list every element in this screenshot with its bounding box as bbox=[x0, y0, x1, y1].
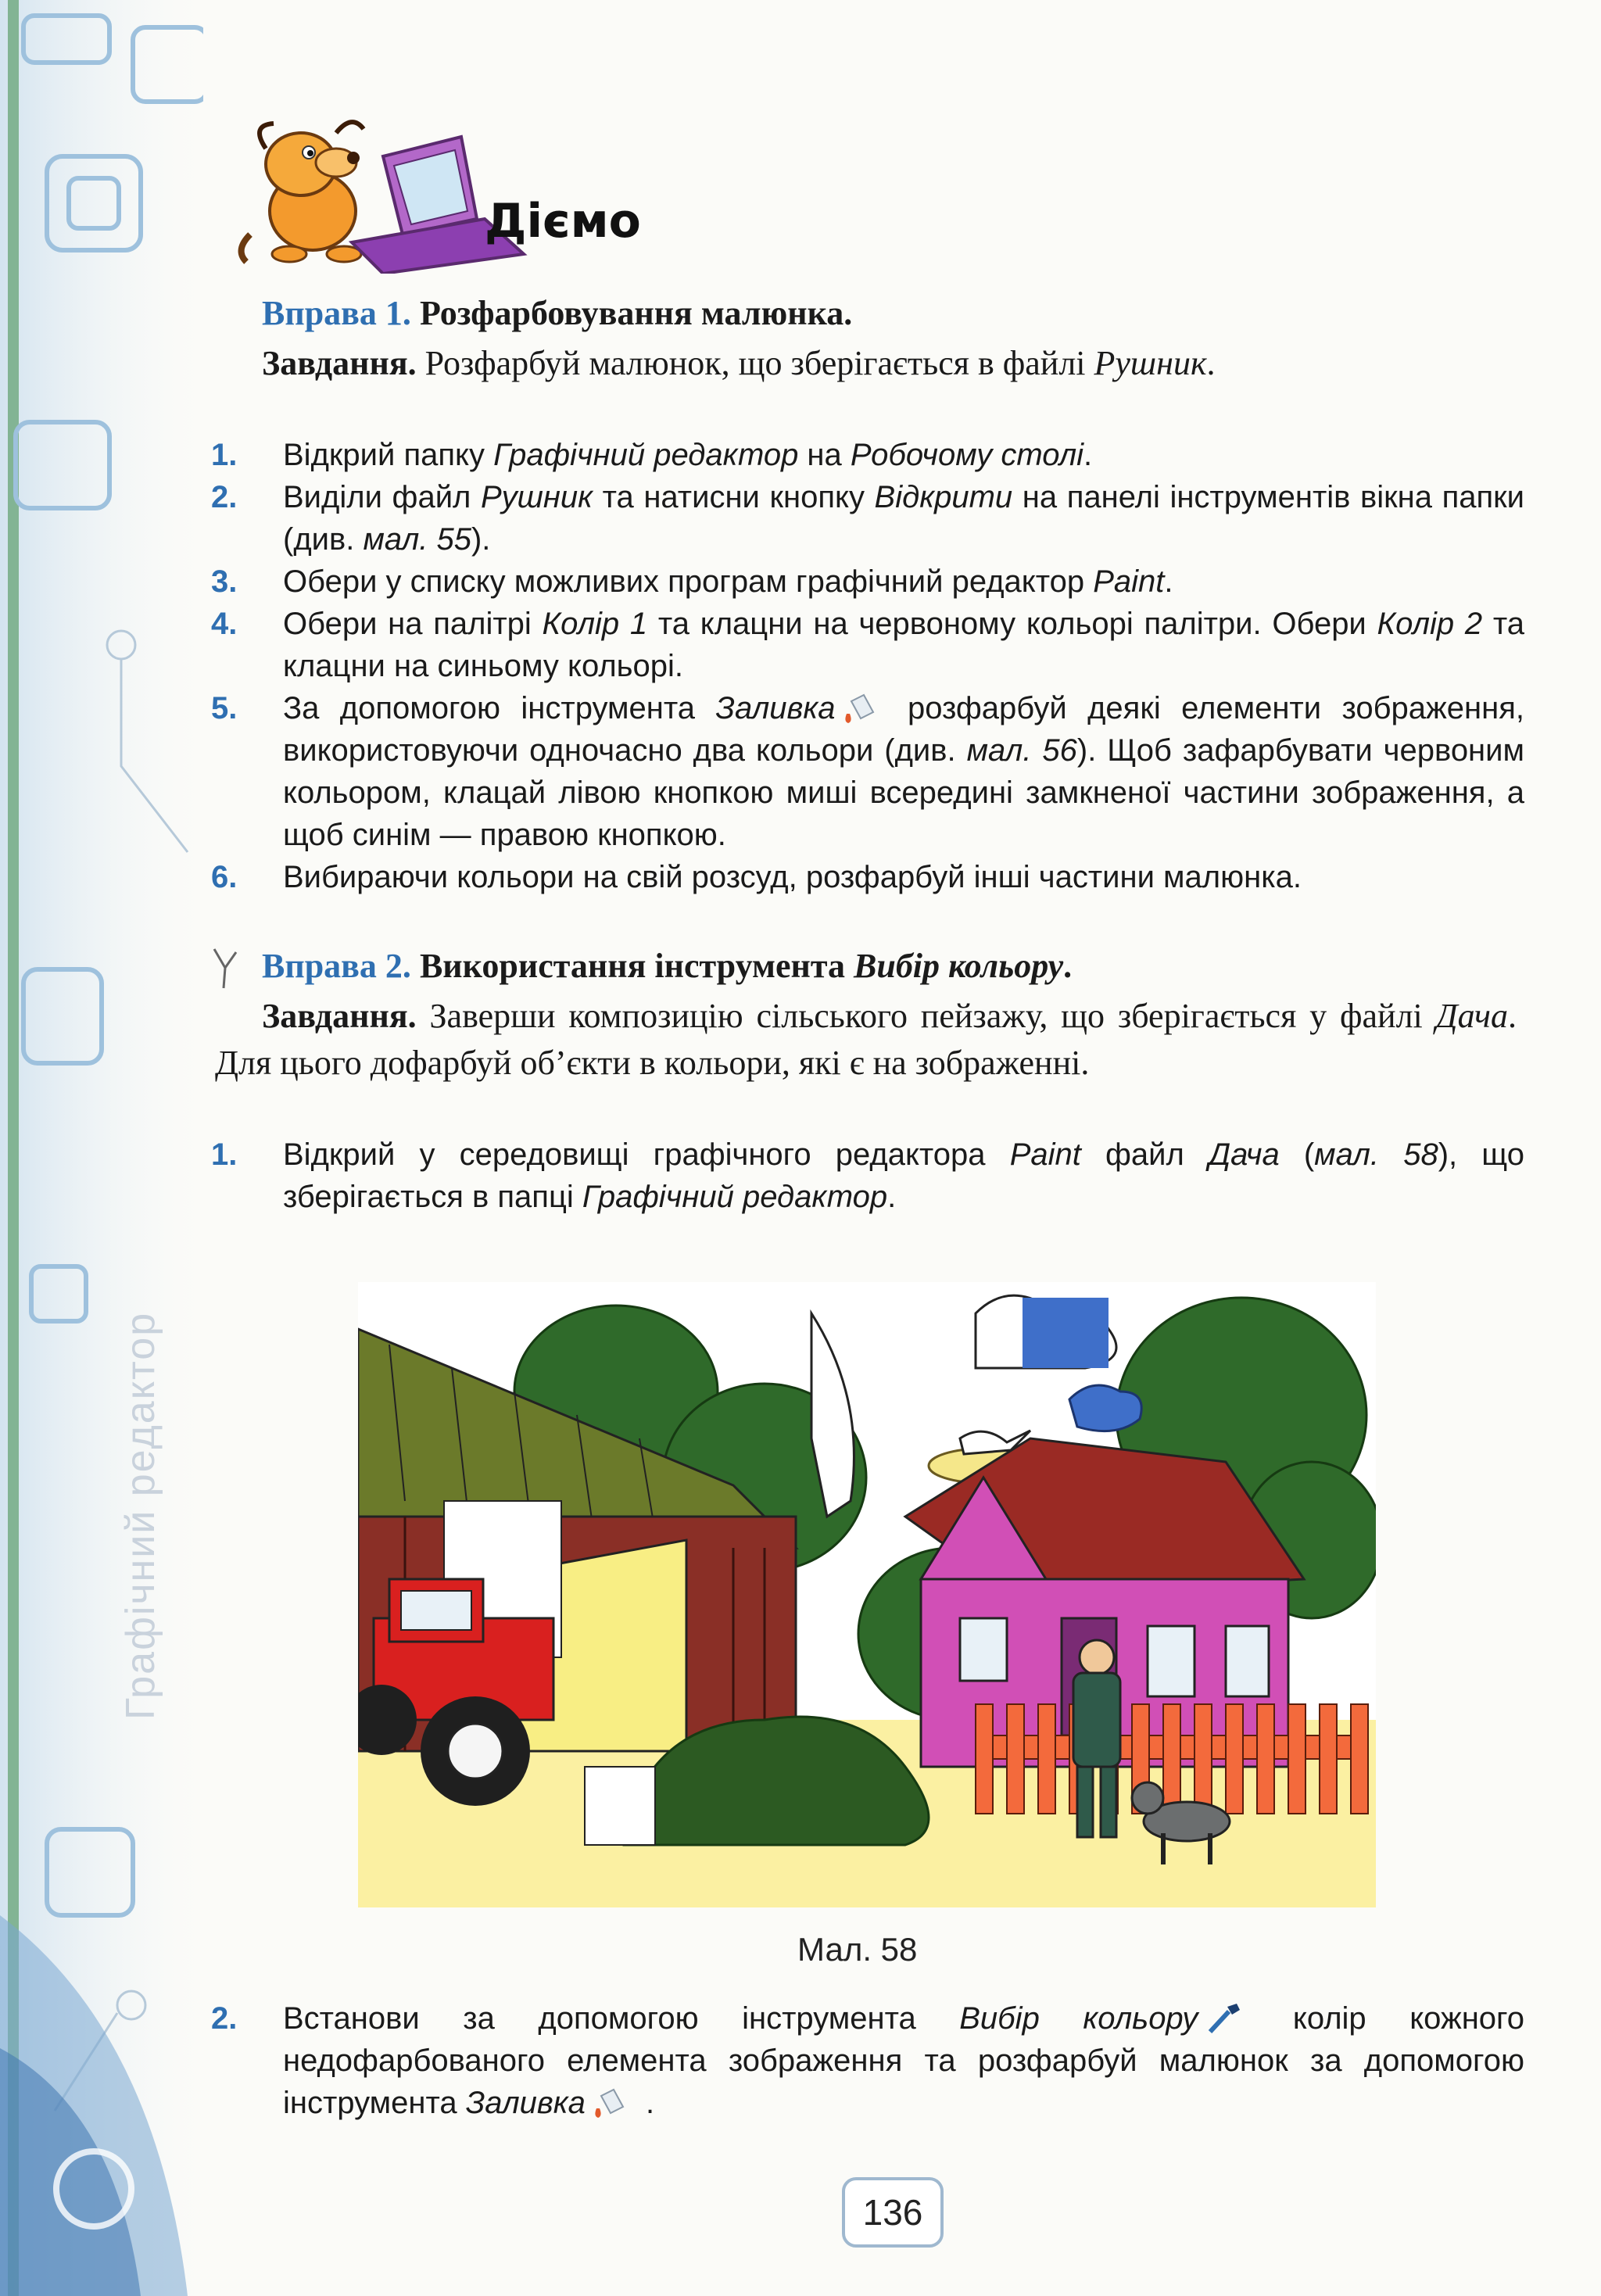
task-file-name: Рушник bbox=[1094, 344, 1207, 382]
page-number: 136 bbox=[842, 2177, 944, 2248]
task-lead: Завдання. bbox=[262, 344, 417, 382]
step-number: 1. bbox=[211, 438, 238, 472]
step-number: 5. bbox=[211, 691, 238, 725]
task-lead: Завдання. bbox=[262, 997, 417, 1035]
fill-bucket-icon bbox=[590, 2085, 632, 2121]
color-picker-icon bbox=[1202, 2000, 1245, 2036]
fill-bucket-icon bbox=[840, 690, 883, 726]
exercise-2-tool: Вибір кольору bbox=[854, 947, 1064, 985]
side-section-label: Графічний редактор bbox=[118, 1311, 163, 1720]
pointer-mark-icon bbox=[210, 944, 241, 991]
task-end: . bbox=[1206, 344, 1216, 382]
exercise-1-number: Вправа 1. bbox=[262, 294, 411, 332]
exercise-1-steps bbox=[211, 434, 1524, 898]
list-item: 6. Вибираючи кольори на свій розсуд, розфарбуй інші частини малюнка. bbox=[211, 856, 1524, 898]
list-item: 1. Відкрий папку Графічний редактор на Робочому столі. bbox=[211, 434, 1524, 476]
exercise-2-title: Використання інструмента bbox=[419, 947, 845, 985]
exercise-2-steps bbox=[211, 1134, 1524, 1218]
village-landscape-illustration bbox=[358, 1282, 1376, 1907]
list-item: 2. Встанови за допомогою інструмента Вибір кольору колір кожного недофарбованого елемента зображення та розфарбуй малюнок за допомогою інструмента Заливка . bbox=[211, 1997, 1524, 2124]
title-end: . bbox=[1063, 947, 1073, 985]
step-number: 2. bbox=[211, 480, 238, 514]
list-item: 3. Обери у списку можливих програм графічний редактор Paint. bbox=[211, 561, 1524, 603]
dog-mascot-icon bbox=[242, 122, 364, 262]
task-text: Заверши композицію сільського пейзажу, що зберігається у файлі bbox=[429, 997, 1423, 1035]
uncolored-patch bbox=[585, 1767, 655, 1845]
step-number: 4. bbox=[211, 607, 238, 641]
section-title: Дiємо bbox=[485, 194, 641, 249]
list-item: 2. Виділи файл Рушник та натисни кнопку Відкрити на панелі інструментів вікна папки (див. мал. 55). bbox=[211, 476, 1524, 561]
list-item: 4. Обери на палітрі Колір 1 та клацни на червоному кольорі палітри. Обери Колір 2 та клацни на синьому кольорі. bbox=[211, 603, 1524, 687]
margin-decoration bbox=[0, 0, 203, 2296]
list-item: 1. Відкрий у середовищі графічного редактора Paint файл Дача (мал. 58), що зберігається в папці Графічний редактор. bbox=[211, 1134, 1524, 1218]
exercise-2-number: Вправа 2. bbox=[262, 947, 411, 985]
exercise-1-title: Розфарбовування малюнка. bbox=[419, 294, 853, 332]
task-text-end: . Для цього дофарбуй об’єкти в кольори, які є на зображенні. bbox=[215, 997, 1517, 1082]
exercise-1-heading bbox=[262, 293, 852, 333]
exercise-1-task bbox=[215, 340, 1517, 387]
step-number: 3. bbox=[211, 564, 238, 599]
figure-caption: Мал. 58 bbox=[797, 1931, 918, 1968]
step-number: 1. bbox=[211, 1137, 238, 1172]
task-text: Розфарбуй малюнок, що зберігається в файлі bbox=[424, 344, 1086, 382]
step-number: 2. bbox=[211, 2001, 238, 2036]
exercise-2-steps-continued bbox=[211, 1997, 1524, 2124]
task-file-name: Дача bbox=[1435, 997, 1509, 1035]
step-number: 6. bbox=[211, 860, 238, 894]
exercise-2-heading bbox=[262, 946, 1072, 986]
list-item: 5. За допомогою інструмента Заливка розфарбуй деякі елементи зображення, використовуючи одночасно два кольори (див. мал. 56). Щоб зафарбувати червоним кольором, клацай лівою кнопкою миші всередині замкненої частини зображення, а щоб синім — правою кнопкою. bbox=[211, 687, 1524, 856]
exercise-2-task bbox=[215, 993, 1517, 1087]
